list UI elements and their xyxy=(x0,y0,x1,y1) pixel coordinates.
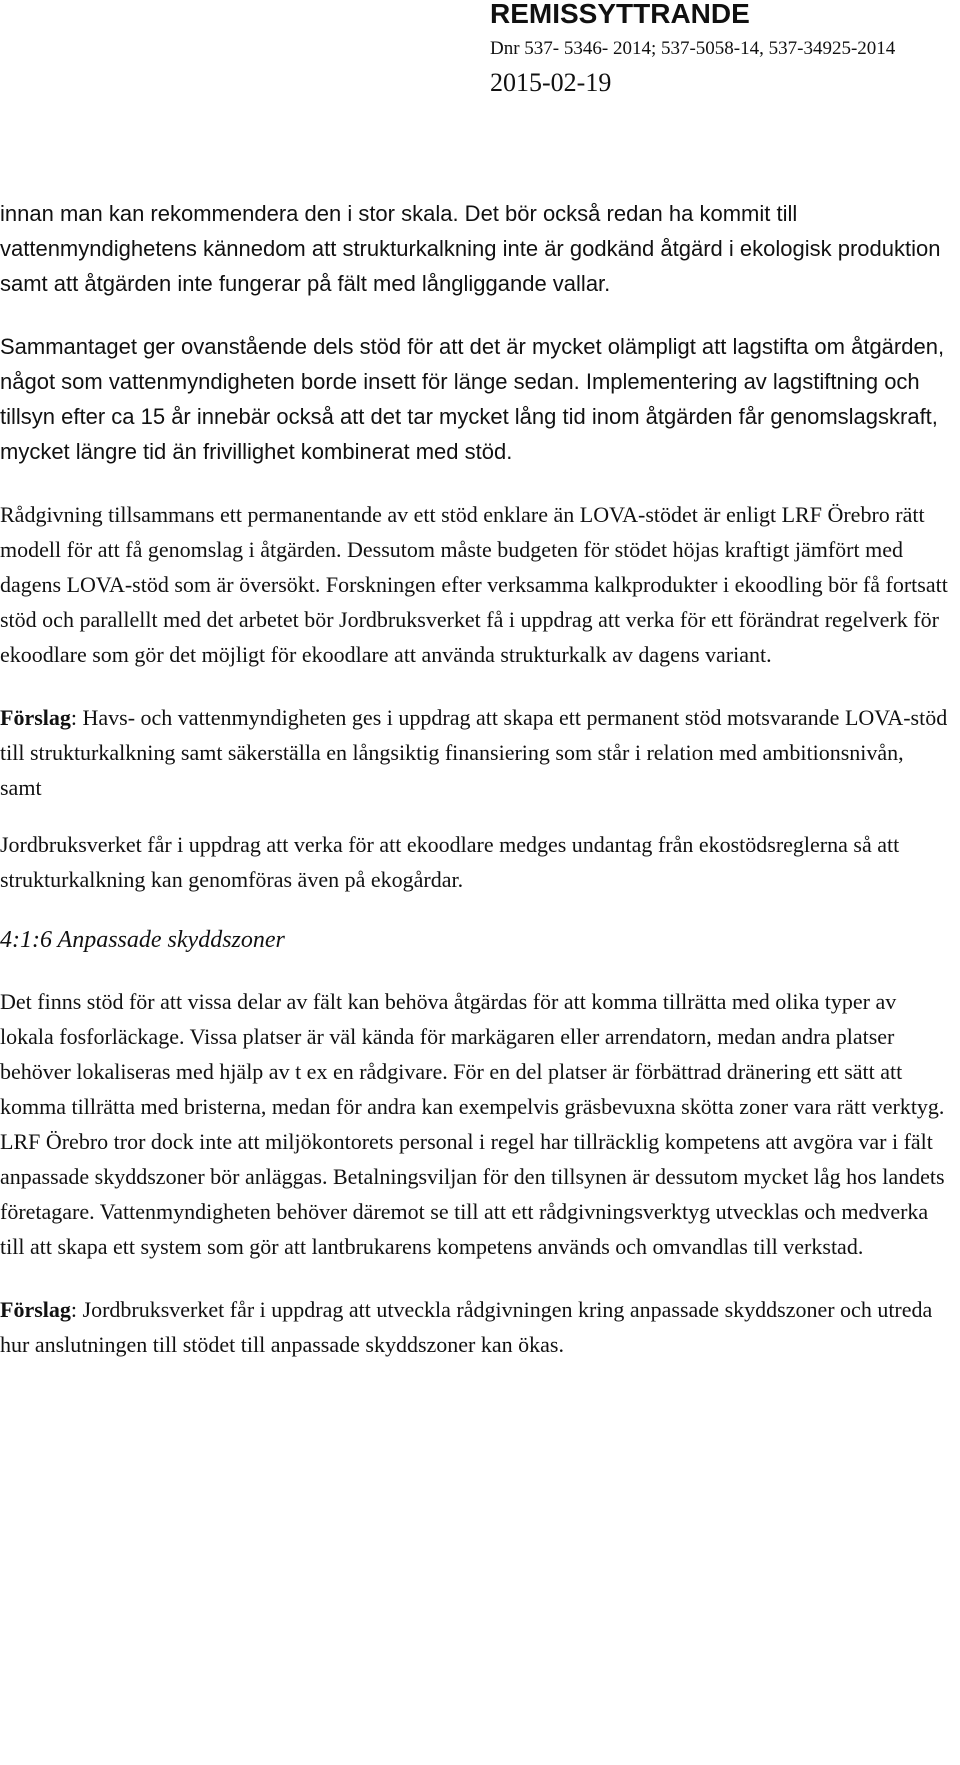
paragraph-ekologisk-produktion: innan man kan rekommendera den i stor skala. Det bör också redan ha kommit till vattenmyndighetens kännedom att strukturkalkning inte är godkänd åtgärd i ekologisk produktion samt att åtgärden inte fungerar på fält med långliggande vallar. xyxy=(0,201,941,296)
paragraph-radgivning: Rådgivning tillsammans ett permanentande av ett stöd enklare än LOVA-stödet är enligt LRF Örebro rätt modell för att få genomslag i åtgärden. Dessutom måste budgeten för stödet höjas kraftigt jämfört med dagens LOVA-stöd som är översökt. Forskningen efter verksamma kalkprodukter i ekoodling bör få fortsatt stöd och parallellt med det arbetet bör Jordbruksverket få i uppdrag att verka för ett förändrat regelverk för ekoodlare som gör det möjligt för ekoodlare att använda strukturkalk av dagens variant. xyxy=(0,502,948,667)
proposal-label: Förslag xyxy=(0,705,71,730)
document-body xyxy=(0,196,948,1362)
proposal-text: : Jordbruksverket får i uppdrag att utveckla rådgivningen kring anpassade skyddszoner och utreda hur anslutningen till stödet till anpassade skyddszoner kan ökas. xyxy=(0,1297,933,1357)
diary-number: Dnr 537- 5346- 2014; 537-5058-14, 537-34925-2014 xyxy=(490,38,896,59)
proposal-text: : Havs- och vattenmyndigheten ges i uppdrag att skapa ett permanent stöd motsvarande LOVA-stöd till strukturkalkning samt säkerställa en långsiktig finansiering som står i relation med ambitionsnivån, samt xyxy=(0,705,948,800)
section-heading: 4:1:6 Anpassade skyddszoner xyxy=(0,927,285,953)
document-header xyxy=(490,0,960,98)
document-type-title: REMISSYTTRANDE xyxy=(490,0,750,29)
paragraph-jordbruksverket: Jordbruksverket får i uppdrag att verka för att ekoodlare medges undantag från ekostödsreglerna så att strukturkalkning kan genomföras även på ekogårdar. xyxy=(0,832,900,892)
paragraph-sammantaget: Sammantaget ger ovanstående dels stöd för att det är mycket olämpligt att lagstifta om åtgärden, något som vattenmyndigheten borde insett för länge sedan. Implementering av lagstiftning och tillsyn efter ca 15 år innebär också att det tar mycket lång tid inom åtgärden får genomslagskraft, mycket längre tid än frivillighet kombinerat med stöd. xyxy=(0,334,945,464)
proposal-label: Förslag xyxy=(0,1297,71,1322)
proposal-paragraph-1 xyxy=(0,700,948,805)
paragraph-anpassade-skyddszoner: Det finns stöd för att vissa delar av fält kan behöva åtgärdas för att komma tillrätta med olika typer av lokala fosforläckage. Vissa platser är väl kända för markägaren eller arrendatorn, medan andra platser behöver lokaliseras med hjälp av t ex en rådgivare. För en del platser är förbättrad dränering ett sätt att komma tillrätta med bristerna, medan för andra kan exempelvis gräsbevuxna skötta zoner vara rätt verktyg. LRF Örebro tror dock inte att miljökontorets personal i regel har tillräcklig kompetens att avgöra var i fält anpassade skyddszoner bör anläggas. Betalningsviljan för den tillsynen är dessutom mycket låg hos landets företagare. Vattenmyndigheten behöver däremot se till att ett rådgivningsverktyg utvecklas och medverka till att skapa ett system som gör att lantbrukarens kompetens används och omvandlas till verkstad. xyxy=(0,989,945,1259)
document-date: 2015-02-19 xyxy=(490,68,612,97)
proposal-paragraph-2 xyxy=(0,1292,948,1362)
